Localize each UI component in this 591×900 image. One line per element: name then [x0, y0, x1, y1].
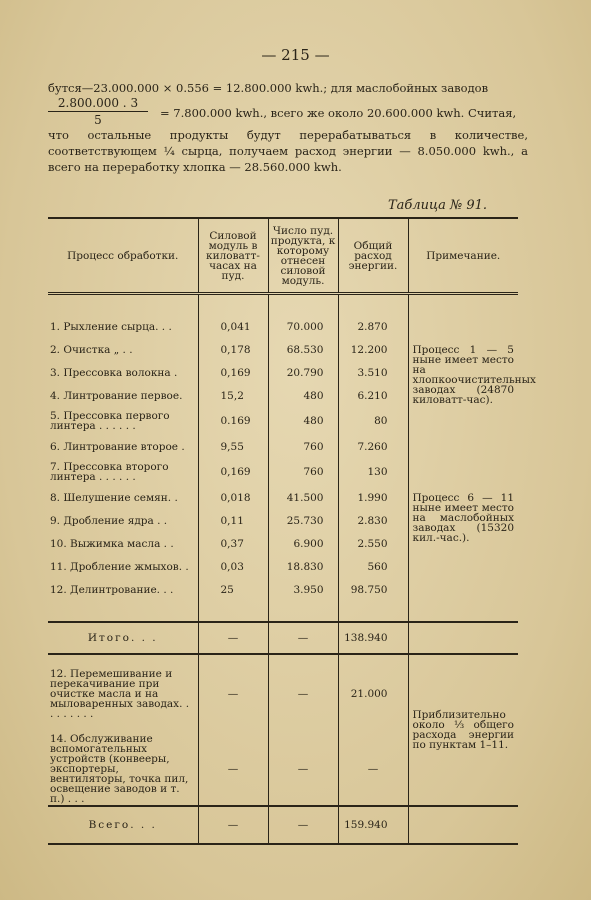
- vsego-total: 159.940: [338, 806, 408, 844]
- total-value: 98.750: [338, 578, 408, 601]
- text-line-1: бутся—23.000.000 × 0.556 = 12.800.000 kwh.; для маслобойных заводов: [48, 81, 489, 95]
- process-name: 9. Дробление ядра . .: [48, 509, 198, 532]
- total-value: 2.830: [338, 509, 408, 532]
- number-value: 25.730: [268, 509, 338, 532]
- total-value: 80: [338, 407, 408, 435]
- note-1: Процесс 1 — 5 ныне имеет место на хлопкоочистительных заводах (24870 киловатт-час).: [408, 315, 518, 435]
- process-name: 12. Перемешивание и перекачивание при очистке масла и на мыловаренных заводах. . . . . . . . .: [48, 654, 198, 733]
- total-value: 1.990: [338, 486, 408, 509]
- vsego-row: [48, 806, 518, 844]
- process-name: 10. Выжимка масла . .: [48, 532, 198, 555]
- process-name: 4. Линтрование первое.: [48, 384, 198, 407]
- itogo-note: [408, 622, 518, 654]
- module-value: 0,03: [198, 555, 268, 578]
- table-header-row: [48, 218, 518, 294]
- module-value: 0,018: [198, 486, 268, 509]
- table-row: [48, 654, 518, 733]
- process-name: 14. Обслуживание вспомогательных устройств (конвееры, экспортеры, вентиляторы, точка пил, освещение заводов и т. п.) . . .: [48, 733, 198, 806]
- spacer-row: [48, 294, 518, 316]
- total-value: 130: [338, 458, 408, 486]
- page-number: — 215 —: [261, 46, 330, 64]
- module-value: 0.169: [198, 407, 268, 435]
- itogo-label: Итого. . .: [48, 622, 198, 654]
- header-note: Примечание.: [408, 218, 518, 294]
- process-name: 1. Рыхление сырца. . .: [48, 315, 198, 338]
- itogo-number: —: [268, 622, 338, 654]
- process-name: 8. Шелушение семян. .: [48, 486, 198, 509]
- number-value: 70.000: [268, 315, 338, 338]
- text-line-2: = 7.800.000 kwh., всего же около 20.600.000 kwh. Считая,: [160, 106, 517, 120]
- number-value: 6.900: [268, 532, 338, 555]
- process-name: 12. Делинтрование. . .: [48, 578, 198, 601]
- total-value: —: [338, 733, 408, 806]
- process-name: 11. Дробление жмыхов. .: [48, 555, 198, 578]
- total-value: 21.000: [338, 654, 408, 733]
- module-value: 9,55: [198, 435, 268, 458]
- number-value: 480: [268, 384, 338, 407]
- module-value: 0,11: [198, 509, 268, 532]
- total-value: 6.210: [338, 384, 408, 407]
- fraction-denominator: 5: [94, 113, 102, 127]
- process-name: 6. Линтрование второе .: [48, 435, 198, 458]
- number-value: 3.950: [268, 578, 338, 601]
- header-number: Число пуд. продукта, к которому отнесен силовой модуль.: [268, 218, 338, 294]
- number-value: 41.500: [268, 486, 338, 509]
- total-value: 7.260: [338, 435, 408, 458]
- table-row: [48, 315, 518, 338]
- vsego-number: —: [268, 806, 338, 844]
- table-title: Таблица № 91.: [388, 198, 488, 213]
- itogo-module: —: [198, 622, 268, 654]
- number-value: 20.790: [268, 361, 338, 384]
- module-value: —: [198, 654, 268, 733]
- note-2: Процесс 6 — 11 ныне имеет место на маслобойных заводах (15320 кил.-час.).: [408, 435, 518, 601]
- module-value: 0,37: [198, 532, 268, 555]
- number-value: 760: [268, 435, 338, 458]
- vsego-label: Всего. . .: [48, 806, 198, 844]
- note-3: Приблизительно около ⅓ общего расхода энергии по пунктам 1–11.: [408, 654, 518, 806]
- module-value: 25: [198, 578, 268, 601]
- module-value: —: [198, 733, 268, 806]
- number-value: —: [268, 654, 338, 733]
- vsego-module: —: [198, 806, 268, 844]
- energy-table: [48, 217, 536, 845]
- module-value: 15,2: [198, 384, 268, 407]
- module-value: 0,169: [198, 361, 268, 384]
- module-value: 0,041: [198, 315, 268, 338]
- number-value: 480: [268, 407, 338, 435]
- total-value: 560: [338, 555, 408, 578]
- spacer-row: [48, 601, 518, 622]
- fraction: [48, 96, 148, 127]
- module-value: 0,178: [198, 338, 268, 361]
- number-value: 760: [268, 458, 338, 486]
- process-name: 5. Прессовка первого линтера . . . . . .: [48, 407, 198, 435]
- number-value: —: [268, 733, 338, 806]
- text-paragraph: что остальные продукты будут перерабатываться в количестве, соответствующем ¼ сырца, получаем расход энергии — 8.050.000 kwh., а всего на переработку хлопка — 28.560.000 kwh.: [48, 128, 528, 174]
- process-name: 2. Очистка „ . .: [48, 338, 198, 361]
- itogo-total: 138.940: [338, 622, 408, 654]
- number-value: 18.830: [268, 555, 338, 578]
- number-value: 68.530: [268, 338, 338, 361]
- itogo-row: [48, 622, 518, 654]
- header-process: Процесс обработки.: [48, 218, 198, 294]
- module-value: 0,169: [198, 458, 268, 486]
- total-value: 2.550: [338, 532, 408, 555]
- vsego-note: [408, 806, 518, 844]
- process-name: 7. Прессовка второго линтера . . . . . .: [48, 458, 198, 486]
- table-row: [48, 435, 518, 458]
- fraction-numerator: 2.800.000 . 3: [48, 96, 148, 112]
- header-total: Общий расход энергии.: [338, 218, 408, 294]
- total-value: 3.510: [338, 361, 408, 384]
- total-value: 2.870: [338, 315, 408, 338]
- process-name: 3. Прессовка волокна .: [48, 361, 198, 384]
- total-value: 12.200: [338, 338, 408, 361]
- header-module: Силовой модуль в киловатт-часах на пуд.: [198, 218, 268, 294]
